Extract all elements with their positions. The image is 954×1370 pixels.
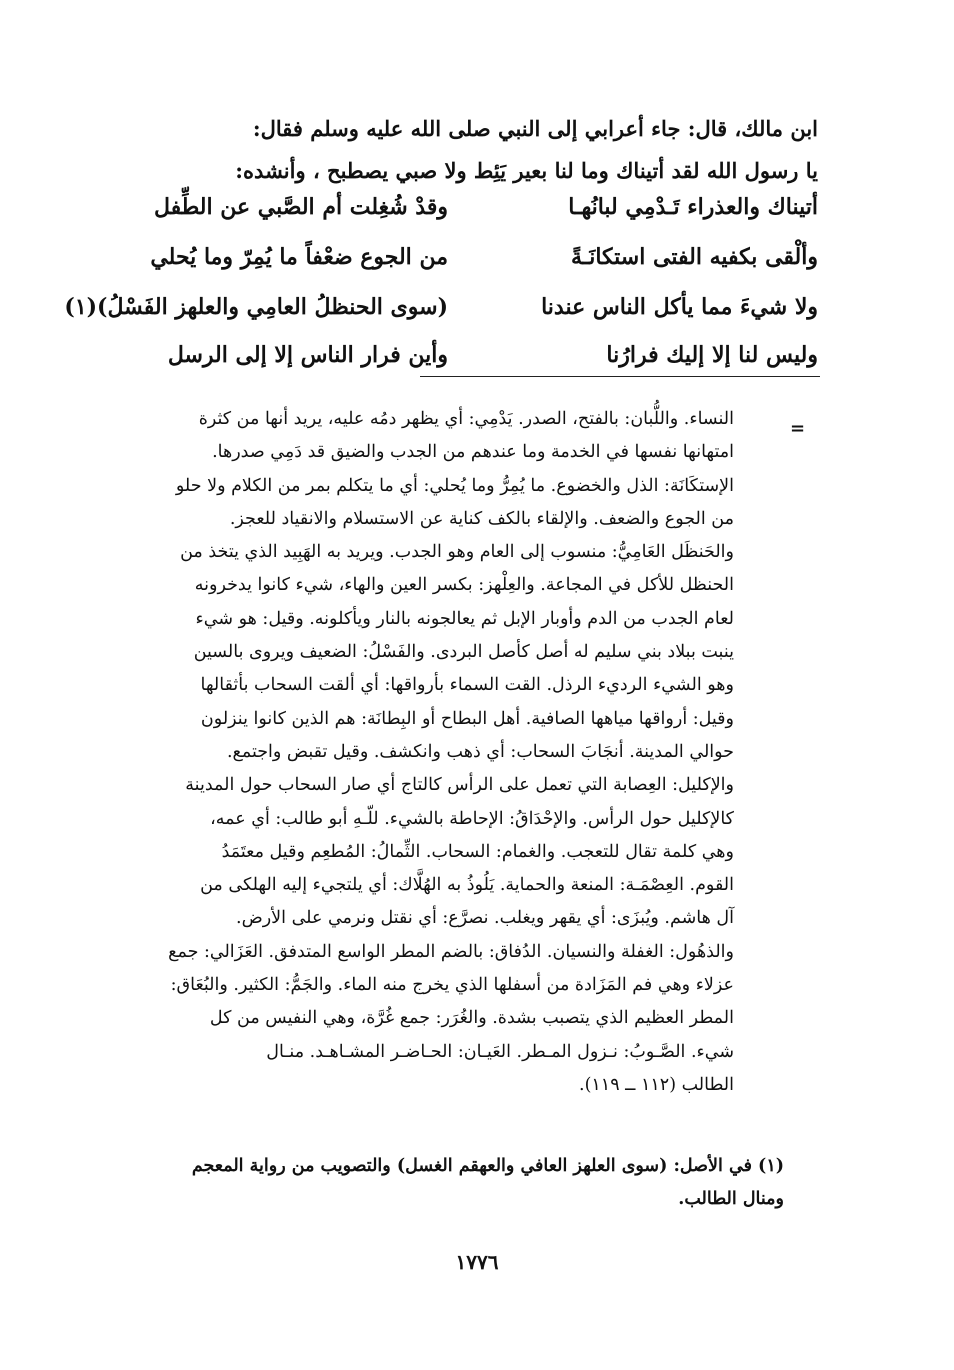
note-line: وهي كلمة تقال للتعجب. والغمام: السحاب. الثِّمالُ: المُطعِم وقيل معتَمَدُ bbox=[221, 841, 734, 862]
footnote bbox=[112, 1150, 784, 1216]
note-line: والإكليل: العِصابة التي تعمل على الرأس كالتاج أي صار السحاب حول المدينة bbox=[185, 775, 734, 796]
note-line: كالإكليل حول الرأس. والإحْدَاقُ: الإحاطة بالشيء. للّـهِ أبو طالب: أي عمه، bbox=[210, 808, 734, 829]
note-line: النساء. واللُّبان: بالفتح، الصدر. يَدْمِي: أي يظهر دمُه عليه، يريد أنها من كثرة bbox=[198, 409, 734, 429]
note-line: آل هاشم. ويُبزَى: أي يقهر ويغلب. نصرَّع: أي نقتل ونرمي على الأرض. bbox=[236, 908, 734, 929]
intro-line: ابن مالك، قال: جاء أعرابي إلى النبي صلى الله عليه وسلم فقال: bbox=[252, 116, 818, 141]
note-line: عزلاء وهي فم المَزَادة من أسفلها الذي يخرج منه الماء. والجَمُّ: الكثير. والبُعَاق: bbox=[170, 975, 734, 996]
page-number: ١٧٧٦ bbox=[455, 1250, 499, 1274]
note-line: حوالي المدينة. أنجَابَ السحاب: أي ذهب وانكشف. وقيل تقبض واجتمع. bbox=[226, 741, 734, 762]
note-line: شيء. الصَّـوبُ: نـزول المـطر. العَيـان: الحـاضـر المشـاهـد. منـال bbox=[266, 1041, 734, 1062]
continuation-mark: = bbox=[790, 418, 806, 439]
verse-line bbox=[64, 294, 818, 342]
verse-second-hemistich: (سوى الحنظلُ العامِي والعلهز الفَسْلُ)(١) bbox=[64, 294, 448, 320]
note-line: لعام الجدب من الدم وأوبار الإبل ثم يعالجونه بالنار ويأكلونه. وقيل: هو شيء bbox=[195, 608, 734, 629]
note-line: والذهُول: الغفلة والنسيان. الدُفاق: بالضم المطر الواسع المتدفق. العَزَالي: جمع bbox=[168, 941, 734, 962]
intro-line: يا رسول الله لقد أتيناك وما لنا بعير يَئِط ولا صبي يصطبح ، وأنشده: bbox=[235, 158, 818, 183]
verse-first-hemistich: ولا شيءَ مما يأكل الناس عندنا bbox=[541, 294, 818, 320]
separator-rule bbox=[420, 376, 820, 377]
intro-text bbox=[118, 108, 818, 192]
note-line: الحنظل للأكل في المجاعة. والعِلْهز: بكسر العين والهاء، شيء كانوا يدخرونه bbox=[194, 575, 734, 596]
note-line: ينبت ببلاد بني سليم له أصل كأصل البردى. والفَسْلُ: الضعيف ويروى بالسين bbox=[193, 642, 734, 663]
verse-second-hemistich: وقدْ شُغِلت أم الصَّبي عن الطِّفل bbox=[153, 194, 448, 220]
note-line: والحَنظَل العَامِيُّ: منسوب إلى العام وهو الجدب. ويريد به الهَبِيد الذي يتخذ من bbox=[180, 542, 734, 563]
note-line: الإستكَانَة: الذل والخضوع. ما يُمِرُّ وما يُحلي: أي ما يتكلم بمر من الكلام ولا حلو bbox=[175, 475, 734, 496]
note-line: المطر العظيم الذي يتصبب بشدة. والغُرَر: جمع غُرَّة، وهي النفيس من كل bbox=[209, 1008, 734, 1029]
verse-second-hemistich: وأين فرار الناس إلا إلى الرسل bbox=[167, 342, 448, 368]
note-line: الطالب (١١٢ ــ ١١٩). bbox=[579, 1074, 734, 1095]
annotation-notes bbox=[112, 403, 734, 1102]
verse-line bbox=[118, 244, 818, 292]
note-line: من الجوع والضعف. والإلقاء بالكف كناية عن الاستسلام والانقياد للعجز. bbox=[229, 508, 734, 529]
footnote-line: ومنال الطالب. bbox=[678, 1189, 784, 1209]
note-line: القوم. العِصْمَـة: المنعة والحماية. يَلُوذُ به الهُلَّاك: أي يلتجيء إليه الهلكى من bbox=[200, 875, 734, 896]
footnote-line: (١) في الأصل: (سوى العلهز العافي والعهقم الغسل) والتصويب من رواية المعجم bbox=[191, 1156, 784, 1176]
verse-line bbox=[118, 342, 818, 390]
verse-first-hemistich: أتيناك والعذراء تَـدْمِي لبانُهـا bbox=[568, 194, 818, 220]
verse-first-hemistich: وليس لنا إلا إليك فرارُنا bbox=[606, 342, 818, 368]
note-line: وهو الشيء الرديء الرذل. القت السماء بأرواقها: أي ألقت السحاب بأثقالها bbox=[200, 675, 734, 696]
note-line: امتهانها نفسها في الخدمة وما عندهم من الجدب والضيق قد دَمِي صدرها. bbox=[212, 442, 734, 463]
verse-second-hemistich: من الجوع ضعْفاً ما يُمِرّ وما يُحلي bbox=[150, 244, 448, 270]
verse-first-hemistich: وألْقى بكفيه الفتى استكانَـةً bbox=[570, 244, 818, 270]
verse-line bbox=[118, 194, 818, 242]
note-line: وقيل: أرواقها مياهها الصافية. أهل البطاح أو البِطانَة: هم الذين كانوا ينزلون bbox=[200, 708, 734, 729]
